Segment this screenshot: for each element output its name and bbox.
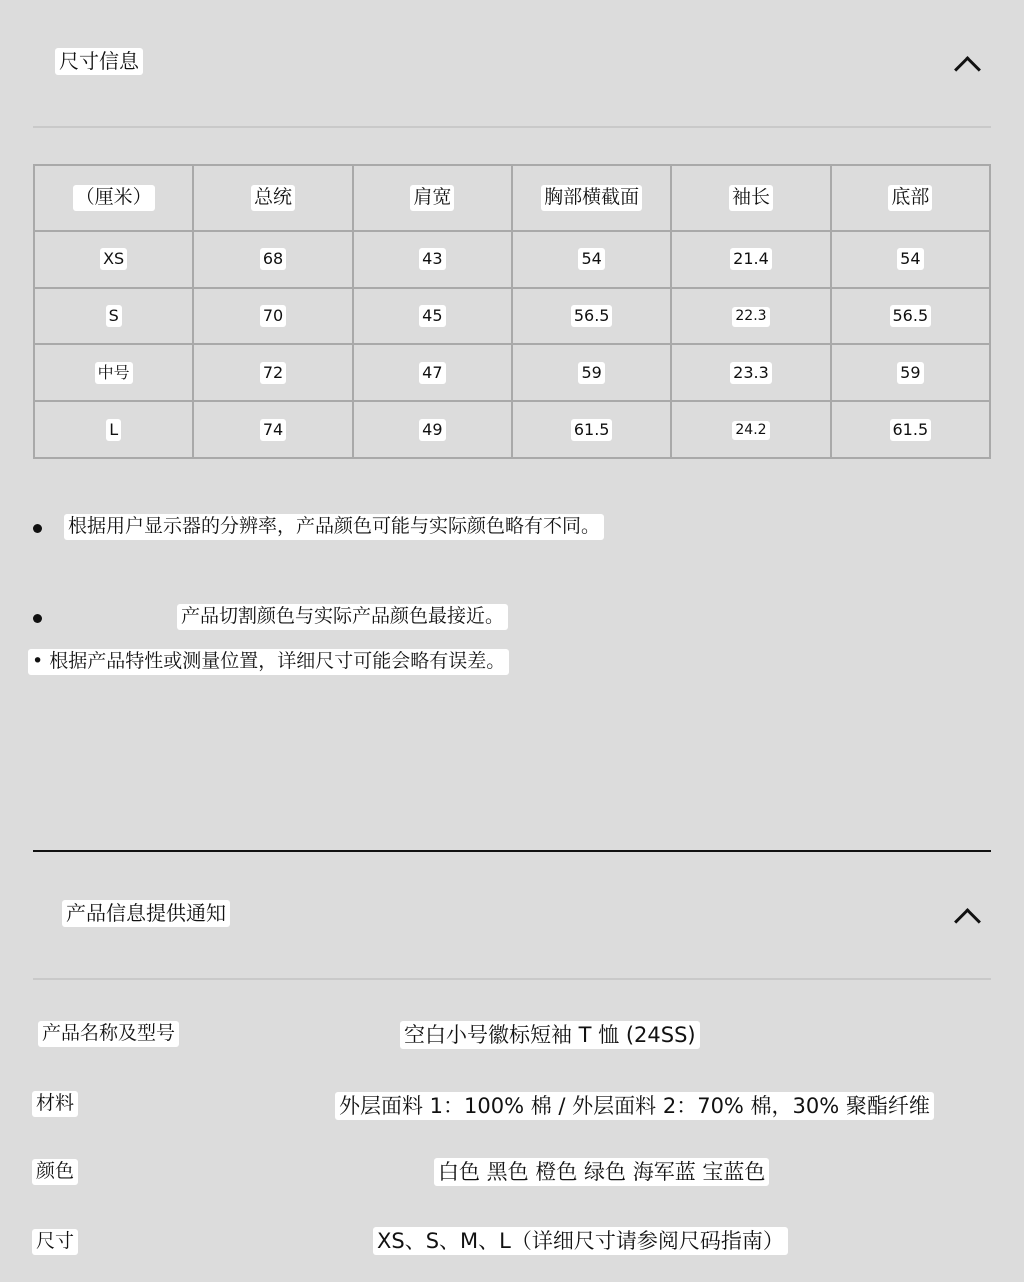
table-cell: 59: [512, 344, 671, 401]
table-cell: 54: [512, 231, 671, 288]
size-label-cell: S: [34, 288, 193, 345]
header-cell: 袖长: [671, 165, 830, 231]
product-section-header[interactable]: [62, 900, 230, 927]
size-section-title: 尺寸信息: [55, 48, 143, 75]
note-item: • 根据产品特性或测量位置，详细尺寸可能会略有误差。: [28, 649, 509, 675]
table-cell: 61.5: [512, 401, 671, 458]
info-label-material: 材料: [32, 1091, 78, 1117]
table-cell: 49: [353, 401, 512, 458]
table-cell: 61.5: [831, 401, 990, 458]
table-cell: 22.3: [671, 288, 830, 345]
table-row: [34, 288, 990, 345]
table-cell: 68: [193, 231, 352, 288]
table-row: [34, 344, 990, 401]
divider: [33, 126, 991, 128]
header-cell: 底部: [831, 165, 990, 231]
table-cell: 59: [831, 344, 990, 401]
note-item: 产品切割颜色与实际产品颜色最接近。: [177, 604, 508, 630]
table-cell: 56.5: [512, 288, 671, 345]
size-label-cell: 中号: [34, 344, 193, 401]
table-row: [34, 401, 990, 458]
table-cell: 47: [353, 344, 512, 401]
info-label-color: 颜色: [32, 1159, 78, 1185]
table-header-row: [34, 165, 990, 231]
bullet-icon: [33, 524, 42, 533]
divider: [33, 978, 991, 980]
chevron-up-icon[interactable]: [954, 908, 981, 935]
note-item: 根据用户显示器的分辨率，产品颜色可能与实际颜色略有不同。: [64, 514, 604, 540]
size-label-cell: XS: [34, 231, 193, 288]
table-cell: 45: [353, 288, 512, 345]
table-cell: 54: [831, 231, 990, 288]
section-divider: [33, 850, 991, 852]
info-value-color: 白色 黑色 橙色 绿色 海军蓝 宝蓝色: [434, 1158, 769, 1186]
size-label-cell: L: [34, 401, 193, 458]
table-cell: 72: [193, 344, 352, 401]
table-cell: 43: [353, 231, 512, 288]
table-cell: 21.4: [671, 231, 830, 288]
bullet-icon: [33, 614, 42, 623]
header-cell: 胸部横截面: [512, 165, 671, 231]
info-value-size: XS、S、M、L（详细尺寸请参阅尺码指南）: [373, 1227, 788, 1255]
header-cell: 肩宽: [353, 165, 512, 231]
size-section-header[interactable]: [55, 48, 143, 75]
table-cell: 74: [193, 401, 352, 458]
chevron-up-icon[interactable]: [954, 56, 981, 83]
info-value-material: 外层面料 1：100% 棉 / 外层面料 2：70% 棉，30% 聚酯纤维: [335, 1092, 934, 1120]
header-cell: 总统: [193, 165, 352, 231]
table-row: [34, 231, 990, 288]
table-cell: 70: [193, 288, 352, 345]
info-label-name: 产品名称及型号: [38, 1021, 179, 1047]
header-cell-unit: （厘米）: [34, 165, 193, 231]
table-cell: 56.5: [831, 288, 990, 345]
size-table: [33, 164, 991, 459]
product-section-title: 产品信息提供通知: [62, 900, 230, 927]
table-cell: 23.3: [671, 344, 830, 401]
info-label-size: 尺寸: [32, 1229, 78, 1255]
info-value-name: 空白小号徽标短袖 T 恤 (24SS): [400, 1021, 700, 1049]
table-cell: 24.2: [671, 401, 830, 458]
